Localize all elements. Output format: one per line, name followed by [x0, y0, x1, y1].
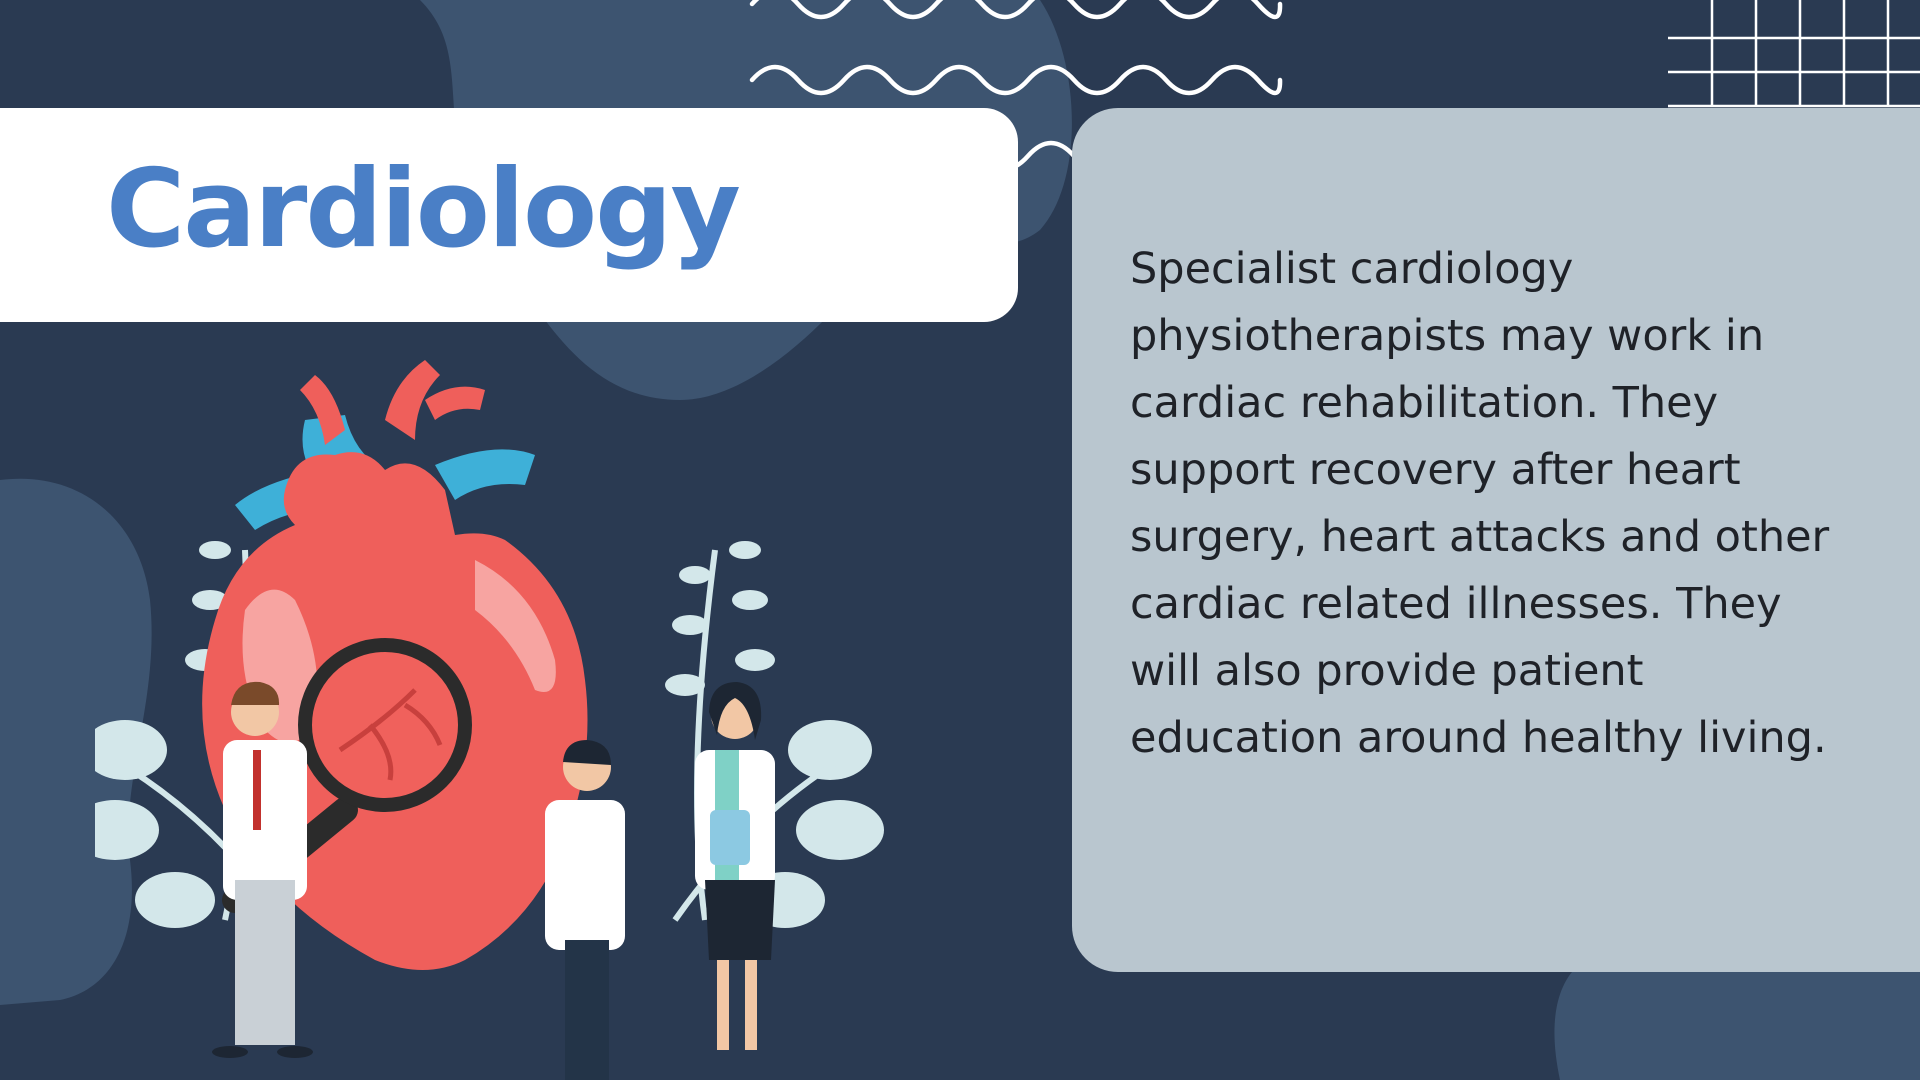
doctor-female-right: [695, 682, 775, 1050]
description-text: Specialist cardiology physiotherapists may work in cardiac rehabilitation. They support recovery after heart surgery, heart attacks and other cardiac related illnesses. They will also provide patient education around healthy living.: [1130, 244, 1830, 763]
grid-pattern-icon: [1668, 0, 1920, 106]
heart-doctors-illustration: [95, 360, 955, 1080]
slide-title: Cardiology: [106, 147, 739, 272]
